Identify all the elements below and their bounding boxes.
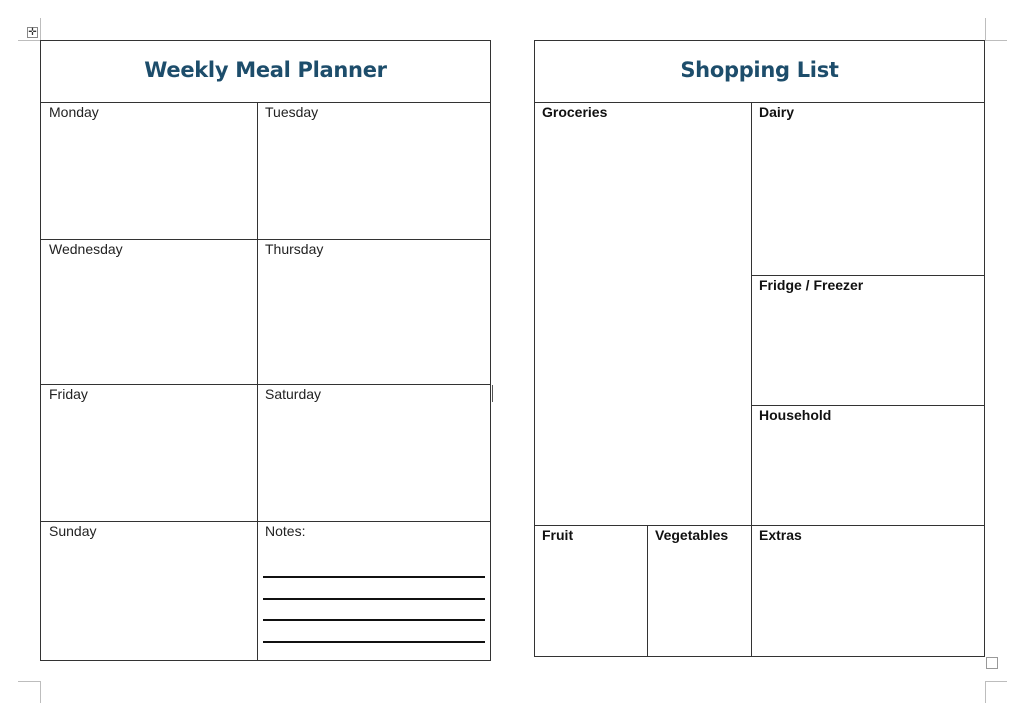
category-fruit[interactable]: Fruit	[542, 527, 574, 543]
resize-handle-icon[interactable]	[986, 657, 998, 669]
notes-line	[263, 576, 485, 578]
meal-planner-header-divider	[40, 102, 491, 103]
notes-line	[263, 619, 485, 621]
day-label-monday[interactable]: Monday	[49, 104, 99, 120]
meal-planner-row-divider	[40, 239, 491, 240]
meal-planner-title: Weekly Meal Planner	[144, 58, 387, 82]
shopping-row-divider	[534, 525, 985, 526]
shopping-column-divider	[751, 102, 752, 657]
meal-planner-row-divider	[40, 521, 491, 522]
crop-mark	[40, 18, 41, 40]
crop-mark	[985, 40, 1007, 41]
category-dairy[interactable]: Dairy	[759, 104, 795, 120]
move-handle-icon[interactable]: ✛	[28, 27, 37, 38]
meal-planner-row-divider	[40, 384, 491, 385]
crop-mark	[985, 681, 1007, 682]
day-label-wednesday[interactable]: Wednesday	[49, 241, 123, 257]
day-label-friday[interactable]: Friday	[49, 386, 88, 402]
shopping-column-divider	[647, 525, 648, 657]
category-vegetables[interactable]: Vegetables	[655, 527, 729, 543]
category-groceries[interactable]: Groceries	[542, 104, 608, 120]
shopping-header-divider	[534, 102, 985, 103]
category-fridge-freezer[interactable]: Fridge / Freezer	[759, 277, 864, 293]
day-label-tuesday[interactable]: Tuesday	[265, 104, 319, 120]
day-label-saturday[interactable]: Saturday	[265, 386, 322, 402]
crop-mark	[985, 18, 986, 40]
crop-mark	[18, 40, 40, 41]
meal-planner-border	[40, 40, 491, 661]
crop-mark	[985, 681, 986, 703]
category-household[interactable]: Household	[759, 407, 832, 423]
day-label-thursday[interactable]: Thursday	[265, 241, 324, 257]
text-cursor	[492, 385, 493, 402]
crop-mark	[40, 681, 41, 703]
shopping-row-divider	[751, 405, 985, 406]
shopping-list-border	[534, 40, 985, 657]
notes-line	[263, 598, 485, 600]
notes-line	[263, 641, 485, 643]
shopping-list-title: Shopping List	[680, 58, 839, 82]
notes-label[interactable]: Notes:	[265, 523, 306, 539]
day-label-sunday[interactable]: Sunday	[49, 523, 97, 539]
shopping-row-divider	[751, 275, 985, 276]
meal-planner-column-divider	[257, 102, 258, 661]
category-extras[interactable]: Extras	[759, 527, 802, 543]
crop-mark	[18, 681, 40, 682]
